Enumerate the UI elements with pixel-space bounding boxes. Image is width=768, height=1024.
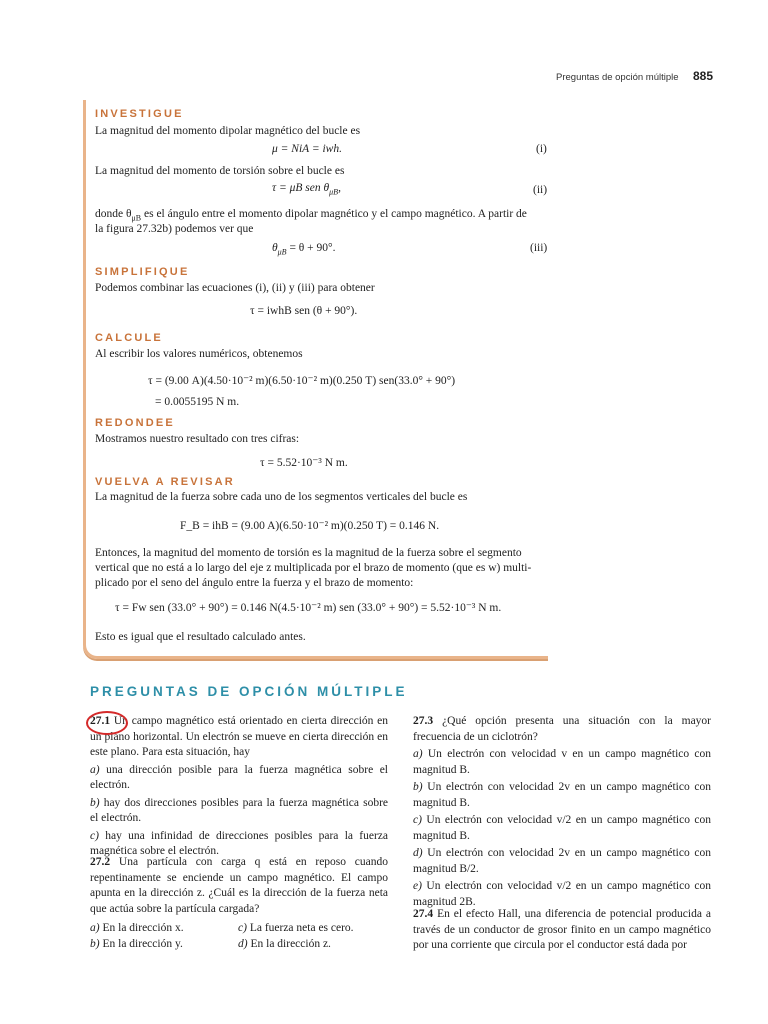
option-27-2-d: d) En la dirección z. <box>238 938 331 950</box>
simplifique-line-1: Podemos combinar las ecuaciones (i), (ii) y (iii) para obtener <box>95 282 375 294</box>
red-circle-annotation <box>86 711 128 735</box>
equation-i: μ = NiA = iwh. <box>272 143 342 155</box>
option-27-2-a: a) En la dirección x. <box>90 922 184 934</box>
question-27-4: 27.4 En el efecto Hall, una diferencia de potencial producida a través de un conductor de grosor finito en un campo magnético por una corriente que circula por el conductor está dada por <box>413 908 711 951</box>
calcule-line-1: Al escribir los valores numéricos, obtenemos <box>95 348 303 360</box>
vuelva-line-4: plicado por el seno del ángulo entre la fuerza y el brazo de momento: <box>95 577 414 589</box>
equation-iii: $\theta_{\mu B} = \theta + 90^\circ$. <box>272 242 336 257</box>
simplifique-equation: τ = iwhB sen (θ + 90°). <box>250 305 358 317</box>
investigue-line-2: La magnitud del momento de torsión sobre el bucle es <box>95 165 345 177</box>
vuelva-line-1: La magnitud de la fuerza sobre cada uno de los segmentos verticales del bucle es <box>95 491 468 503</box>
calcule-equation-2: = 0.0055195 N m. <box>155 396 240 408</box>
question-27-1: 27.1 Un campo magnético está orientado en cierta dirección en un plano horizontal. Un electrón se mueve en cierta dirección en este plano. Para esta situación, hay a) una dirección posible para la fuerza magnética sobre el electrón. b) hay dos direcciones posibles para la fuerza magnética sobre el electrón. c) hay una infinidad de direcciones posibles para la fuerza magnética sobre el electrón. <box>90 714 388 860</box>
step-calcule-label: CALCULE <box>95 332 163 344</box>
redondee-line-1: Mostramos nuestro resultado con tres cifras: <box>95 433 300 445</box>
step-simplifique-label: SIMPLIFIQUE <box>95 266 190 278</box>
vuelva-line-3: vertical que no está a lo largo del eje z multiplicada por el brazo de momento (que es w) multi- <box>95 562 532 574</box>
step-vuelva-label: VUELVA A REVISAR <box>95 476 235 488</box>
question-number-27-1: 27.1 <box>90 714 110 730</box>
equation-iii-number: (iii) <box>530 242 548 254</box>
option-27-2-c: c) La fuerza neta es cero. <box>238 922 354 934</box>
redondee-equation: τ = 5.52·10⁻³ N m. <box>260 457 348 469</box>
equation-ii-number: (ii) <box>533 184 548 196</box>
vuelva-line-5: Esto es igual que el resultado calculado antes. <box>95 631 306 643</box>
question-27-3: 27.3 ¿Qué opción presenta una situación con la mayor frecuencia de un ciclotrón? a) Un electrón con velocidad v en un campo magnético con magnitud B. b) Un electrón con velocidad 2v en un campo magnético con magnitud B. c) Un electrón con velocidad v/2 en un campo magnético con magnitud B. d) Un electrón con velocidad 2v en un campo magnético con magnitud B/2. e) Un electrón con velocidad v/2 en un campo magnético con magnitud 2B. <box>413 715 712 908</box>
vuelva-equation-1: F_B = ihB = (9.00 A)(6.50·10⁻² m)(0.250 T) = 0.146 N. <box>180 520 440 532</box>
vuelva-line-2: Entonces, la magnitud del momento de torsión es la magnitud de la fuerza sobre el segmento <box>95 547 522 559</box>
investigue-line-3: donde $\theta_{\mu B}$ es el ángulo entre el momento dipolar magnético y el campo magnético. A partir de <box>95 208 527 223</box>
investigue-line-4: la figura 27.32b) podemos ver que <box>95 223 254 235</box>
calcule-equation-1: τ = (9.00 A)(4.50·10⁻² m)(6.50·10⁻² m)(0.250 T) sen(33.0° + 90°) <box>148 375 456 387</box>
equation-i-number: (i) <box>536 143 547 155</box>
vuelva-equation-2: τ = Fw sen (33.0° + 90°) = 0.146 N(4.5·10⁻² m) sen (33.0° + 90°) = 5.52·10⁻³ N m. <box>115 602 502 614</box>
question-27-2: 27.2 Una partícula con carga q está en reposo cuando repentinamente se enciende un campo magnético. El campo apunta en la dirección z. ¿Cuál es la dirección de la fuerza neta que actúa sobre la partícula cargada? a) En la dirección x. c) La fuerza neta es cero. b) En la dirección y. d) En la dirección z. <box>90 856 389 950</box>
option-27-2-b: b) En la dirección y. <box>90 938 183 950</box>
running-header: Preguntas de opción múltiple <box>556 72 679 83</box>
section-title: PREGUNTAS DE OPCIÓN MÚLTIPLE <box>90 684 408 699</box>
equation-ii: τ = μB sen $\theta_{\mu B}$, <box>272 182 341 197</box>
step-investigue-label: INVESTIGUE <box>95 108 184 120</box>
step-redondee-label: REDONDEE <box>95 417 175 429</box>
investigue-line-1: La magnitud del momento dipolar magnético del bucle es <box>95 125 361 137</box>
page-number: 885 <box>693 69 714 83</box>
